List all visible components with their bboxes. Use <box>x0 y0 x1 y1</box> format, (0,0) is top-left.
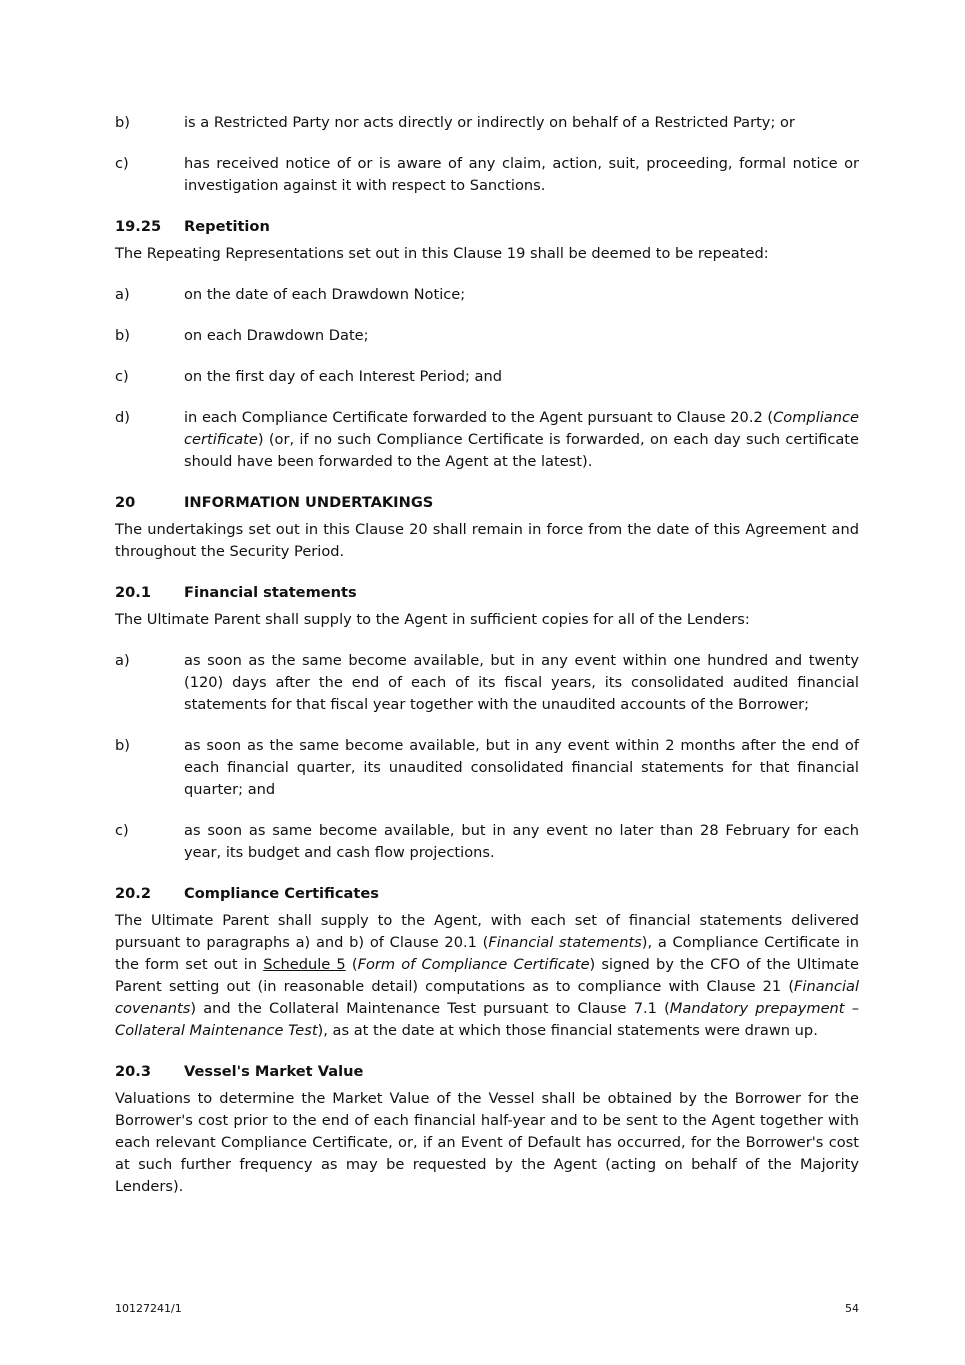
section-title: Vessel's Market Value <box>184 1063 364 1080</box>
item-label: a) <box>115 286 130 303</box>
text-run: ), as at the date at which those financial statements were drawn up. <box>317 1022 818 1039</box>
item-label: a) <box>115 652 130 669</box>
section-title: INFORMATION UNDERTAKINGS <box>184 494 434 511</box>
section-title: Repetition <box>184 218 270 235</box>
item-text: as soon as same become available, but in any event no later than 28 February for each year, its budget and cash flow projections. <box>184 822 859 861</box>
item-text: as soon as the same become available, but in any event within one hundred and twenty (120) days after the end of each of its fiscal years, its consolidated audited financial statements for that fiscal year together with the unaudited accounts of the Borrower; <box>184 652 859 713</box>
list-item <box>115 366 859 388</box>
section-body <box>115 910 859 1042</box>
item-label: b) <box>115 737 130 754</box>
section-heading-20 <box>115 492 859 514</box>
page-number: 54 <box>845 1302 859 1315</box>
document-reference: 10127241/1 <box>115 1302 182 1315</box>
text-run: ), a Compliance Certificate in the form set out in <box>115 934 860 973</box>
schedule-link[interactable]: Schedule 5 <box>263 956 346 973</box>
text-run: ) (or, if no such Compliance Certificate is forwarded, on each day such certificate should have been forwarded to the Agent at the latest). <box>184 431 859 470</box>
section-body: Valuations to determine the Market Value of the Vessel shall be obtained by the Borrower for the Borrower's cost prior to the end of each financial half-year and to be sent to the Agent together with each relevant Compliance Certificate, or, if an Event of Default has occurred, for the Borrower's cost at such further frequency as may be requested by the Agent (acting on behalf of the Majority Lenders). <box>115 1090 859 1195</box>
item-text: on the first day of each Interest Period; and <box>184 368 502 385</box>
item-text: on the date of each Drawdown Notice; <box>184 286 466 303</box>
item-text: as soon as the same become available, but in any event within 2 months after the end of each financial quarter, its unaudited consolidated financial statements for that financial quarter; and <box>184 737 859 798</box>
text-run: The Ultimate Parent shall supply to the Agent, with each set of financial statements delivered pursuant to paragraphs a) and b) of Clause 20.1 ( <box>115 912 859 951</box>
section-number: 20.1 <box>115 584 152 601</box>
item-text: is a Restricted Party nor acts directly or indirectly on behalf of a Restricted Party; or <box>184 114 795 131</box>
section-intro: The Ultimate Parent shall supply to the Agent in sufficient copies for all of the Lenders: <box>115 611 750 628</box>
item-text: has received notice of or is aware of any claim, action, suit, proceeding, formal notice or investigation against it with respect to Sanctions. <box>184 155 859 194</box>
item-label: c) <box>115 822 129 839</box>
section-number: 20 <box>115 494 136 511</box>
text-run: ( <box>345 956 358 973</box>
section-number: 20.3 <box>115 1063 152 1080</box>
text-run: ) and the Collateral Maintenance Test pursuant to Clause 7.1 ( <box>190 1000 670 1017</box>
section-number: 19.25 <box>115 218 162 235</box>
item-label: b) <box>115 114 130 131</box>
italic-reference: Financial covenants <box>115 978 859 1017</box>
section-title: Financial statements <box>184 584 357 601</box>
section-heading-20-1 <box>115 582 859 604</box>
italic-reference: Compliance certificate <box>184 409 859 448</box>
list-item <box>115 407 859 473</box>
section-heading-20-3 <box>115 1061 859 1083</box>
item-label: b) <box>115 327 130 344</box>
list-item <box>115 735 859 801</box>
list-item <box>115 820 859 864</box>
text-run: in each Compliance Certificate forwarded to the Agent pursuant to Clause 20.2 ( <box>184 409 774 426</box>
section-number: 20.2 <box>115 885 152 902</box>
list-item <box>115 325 859 347</box>
section-title: Compliance Certificates <box>184 885 379 902</box>
list-item <box>115 112 859 134</box>
italic-reference: Mandatory prepayment – Collateral Maintenance Test <box>115 1000 860 1039</box>
item-text: on each Drawdown Date; <box>184 327 369 344</box>
item-text <box>184 407 859 473</box>
list-item <box>115 284 859 306</box>
document-page <box>115 112 859 1217</box>
section-heading-20-2 <box>115 883 859 905</box>
italic-reference: Form of Compliance Certificate <box>357 956 590 973</box>
list-item <box>115 650 859 716</box>
item-label: c) <box>115 155 129 172</box>
italic-reference: Financial statements <box>488 934 642 951</box>
item-label: c) <box>115 368 129 385</box>
section-heading-19-25 <box>115 216 859 238</box>
item-label: d) <box>115 409 130 426</box>
list-item <box>115 153 859 197</box>
text-run: ) signed by the CFO of the Ultimate Parent setting out (in reasonable detail) computations as to compliance with Clause 21 ( <box>115 956 859 995</box>
page-footer <box>115 1302 859 1315</box>
section-intro: The undertakings set out in this Clause 20 shall remain in force from the date of this Agreement and throughout the Security Period. <box>115 521 859 560</box>
section-intro: The Repeating Representations set out in this Clause 19 shall be deemed to be repeated: <box>115 245 769 262</box>
